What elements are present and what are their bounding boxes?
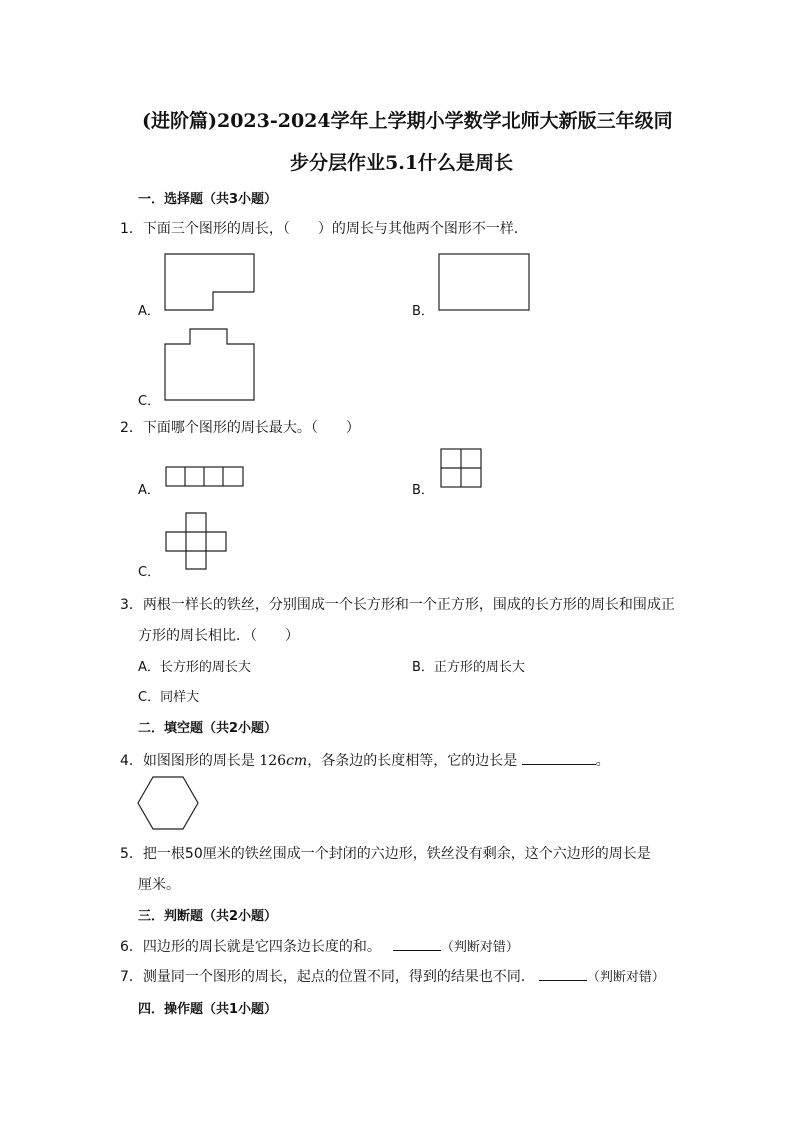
question-7-text [120,966,665,986]
q7-answer-blank[interactable] [539,968,587,981]
q3-option-b: B．正方形的周长大 [412,660,525,675]
q4-text-end: 。 [595,753,610,769]
q7-statement: 7．测量同一个图形的周长，起点的位置不同，得到的结果也不同． [120,969,535,985]
question-5-text-line2: 厘米。 [138,877,180,893]
section-heading-choice: 一．选择题（共3小题） [138,192,278,207]
q1-option-c-label: C． [138,394,161,409]
q6-answer-blank[interactable] [393,938,441,951]
q1-option-b-label: B． [412,304,434,319]
q6-statement: 6．四边形的周长就是它四条边长度的和。 [120,939,381,955]
q2-option-a-label: A． [138,483,160,498]
q1-option-a-label: A． [138,304,160,319]
question-5-text-line1: 5．把一根50厘米的铁丝围成一个封闭的六边形，铁丝没有剩余，这个六边形的周长是 [120,846,651,862]
q6-judge-suffix: （判断对错） [440,940,519,955]
question-6-text [120,936,519,956]
q4-perimeter-value: 126 [259,753,287,769]
section-heading-true-false: 三．判断题（共2小题） [138,909,278,924]
question-3-text-line1: 3．两根一样长的铁丝，分别围成一个长方形和一个正方形，围成的长方形的周长和围成正 [120,597,675,613]
q3-option-c: C．同样大 [138,690,200,705]
section-heading-fill-in: 二．填空题（共2小题） [138,721,278,736]
q4-perimeter-unit: cm [286,753,308,769]
question-3-text-line2: 方形的周长相比．（ ） [138,628,299,644]
q7-judge-suffix: （判断对错） [586,970,665,985]
q4-text-after: ，各条边的长度相等，它的边长是 [307,753,522,769]
page-title-line1: (进阶篇)2023-2024学年上学期小学数学北师大新版三年级同 [142,110,673,132]
page-title-line2: 步分层作业5.1什么是周长 [290,152,514,174]
q2-option-c-label: C． [138,565,161,580]
q2-option-b-label: B． [412,483,434,498]
question-1-text: 1．下面三个图形的周长，（ ）的周长与其他两个图形不一样． [120,221,528,237]
q4-text-before: 4．如图图形的周长是 [120,753,260,769]
q3-option-a: A．长方形的周长大 [138,660,251,675]
section-heading-operation: 四．操作题（共1小题） [138,1002,278,1017]
question-2-text: 2．下面哪个图形的周长最大。（ ） [120,420,360,436]
